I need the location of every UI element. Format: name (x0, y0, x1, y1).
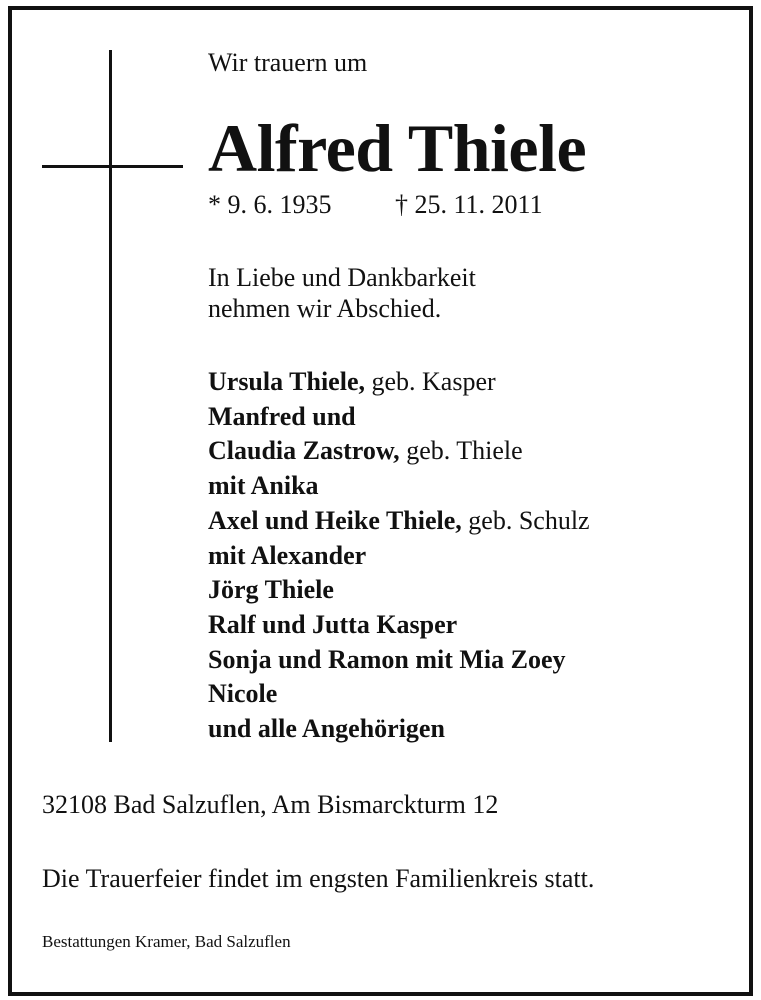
family-row: mit Alexander (208, 540, 367, 570)
family-row: und alle Angehörigen (208, 714, 445, 744)
death-date: † 25. 11. 2011 (395, 190, 543, 219)
birth-date: * 9. 6. 1935 (208, 190, 332, 219)
family-row: Ralf und Jutta Kasper (208, 609, 458, 639)
cross-icon-vertical (109, 50, 112, 742)
message-line: nehmen wir Abschied. (208, 294, 442, 323)
family-row: Ursula Thiele, geb. Kasper (208, 367, 496, 396)
address-line: 32108 Bad Salzuflen, Am Bismarckturm 12 (42, 790, 499, 819)
intro-text: Wir trauern um (208, 48, 368, 77)
farewell-message (208, 262, 476, 324)
message-line: In Liebe und Dankbarkeit (208, 263, 476, 292)
undertaker-credit: Bestattungen Kramer, Bad Salzuflen (42, 932, 291, 951)
family-row: Claudia Zastrow, geb. Thiele (208, 436, 523, 466)
family-row: Jörg Thiele (208, 575, 334, 605)
cross-icon-horizontal (42, 165, 183, 168)
deceased-name: Alfred Thiele (208, 110, 587, 186)
ceremony-note: Die Trauerfeier findet im engsten Familienkreis statt. (42, 864, 595, 893)
family-row: Manfred und (208, 401, 356, 431)
family-row: Axel und Heike Thiele, geb. Schulz (208, 505, 590, 535)
family-list (208, 365, 590, 747)
family-row: Nicole (208, 679, 278, 709)
family-row: Sonja und Ramon mit Mia Zoey (208, 644, 566, 674)
family-row: mit Anika (208, 471, 319, 501)
